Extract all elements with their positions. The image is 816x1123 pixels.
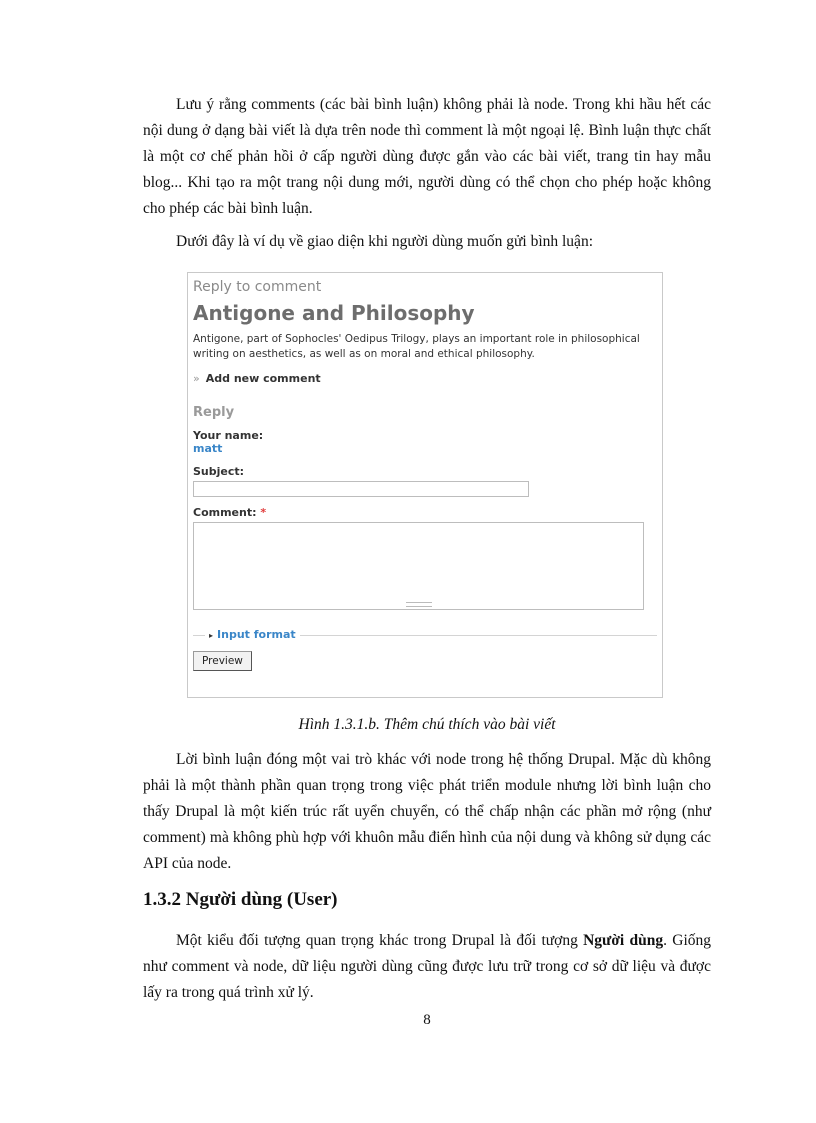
bullet-icon: » <box>193 372 200 385</box>
add-new-comment-link[interactable]: Add new comment <box>205 372 321 385</box>
resize-grip-icon[interactable] <box>406 602 432 607</box>
node-body: Antigone, part of Sophocles' Oedipus Trilogy, plays an important role in philosophical writing on aesthetics, as well as on moral and ethical philosophy. <box>193 333 640 360</box>
expand-arrow-icon: ▸ <box>209 631 214 640</box>
paragraph-comments-not-nodes: Lưu ý rằng comments (các bài bình luận) không phải là node. Trong khi hầu hết các nội dung ở dạng bài viết là dựa trên node thì comment là một ngoại lệ. Bình luận thực chất là một cơ chế phản hồi ở cấp người dùng được gắn vào các bài viết, trang tin hay mẫu blog... Khi tạo ra một trang nội dung mới, người dùng có thể chọn cho phép hoặc không cho phép các bài bình luận. <box>143 96 711 217</box>
reply-heading: Reply <box>193 405 235 420</box>
paragraph-user-text-2: . Giống như comment và node, dữ liệu người dùng cũng được lưu trữ trong cơ sở dữ liệu và được lấy ra trong quá trình xử lý. <box>143 932 712 1001</box>
comment-label-text: Comment: <box>193 506 257 519</box>
paragraph-example-intro: Dưới đây là ví dụ về giao diện khi người dùng muốn gửi bình luận: <box>176 233 593 250</box>
required-mark: * <box>260 506 267 519</box>
subject-label: Subject: <box>193 465 245 478</box>
figure-caption: Hình 1.3.1.b. Thêm chú thích vào bài viết <box>298 716 556 733</box>
reply-to-comment-title: Reply to comment <box>193 279 322 295</box>
subject-input[interactable] <box>193 481 529 497</box>
comment-form-screenshot <box>187 272 663 698</box>
comment-form <box>193 278 657 671</box>
username-link[interactable]: matt <box>193 442 223 455</box>
node-title: Antigone and Philosophy <box>193 301 475 325</box>
comment-textarea[interactable] <box>193 522 644 610</box>
your-name-label: Your name: <box>193 429 264 442</box>
node-links <box>193 372 657 385</box>
input-format-fieldset <box>193 628 657 642</box>
paragraph-user-object <box>143 928 711 1006</box>
input-format-toggle[interactable] <box>205 628 300 643</box>
paragraph-user-bold: Người dùng <box>583 932 664 949</box>
paragraph-user-text-1: Một kiểu đối tượng quan trọng khác trong Drupal là đối tượng <box>176 932 584 949</box>
paragraph-comment-role: Lời bình luận đóng một vai trò khác với node trong hệ thống Drupal. Mặc dù không phải là một thành phần quan trọng trong việc phát triển module nhưng lời bình luận cho thấy Drupal là một kiến trúc rất uyển chuyển, có thể chấp nhận các phần mở rộng (như comment) mà không phù hợp với khuôn mẫu điển hình của nội dung và không sử dụng các API của node. <box>143 751 711 872</box>
page-number: 8 <box>423 1012 431 1028</box>
section-heading: 1.3.2 Người dùng (User) <box>143 889 338 910</box>
comment-label <box>193 506 657 519</box>
input-format-label: Input format <box>217 628 296 641</box>
preview-button[interactable]: Preview <box>193 651 252 671</box>
